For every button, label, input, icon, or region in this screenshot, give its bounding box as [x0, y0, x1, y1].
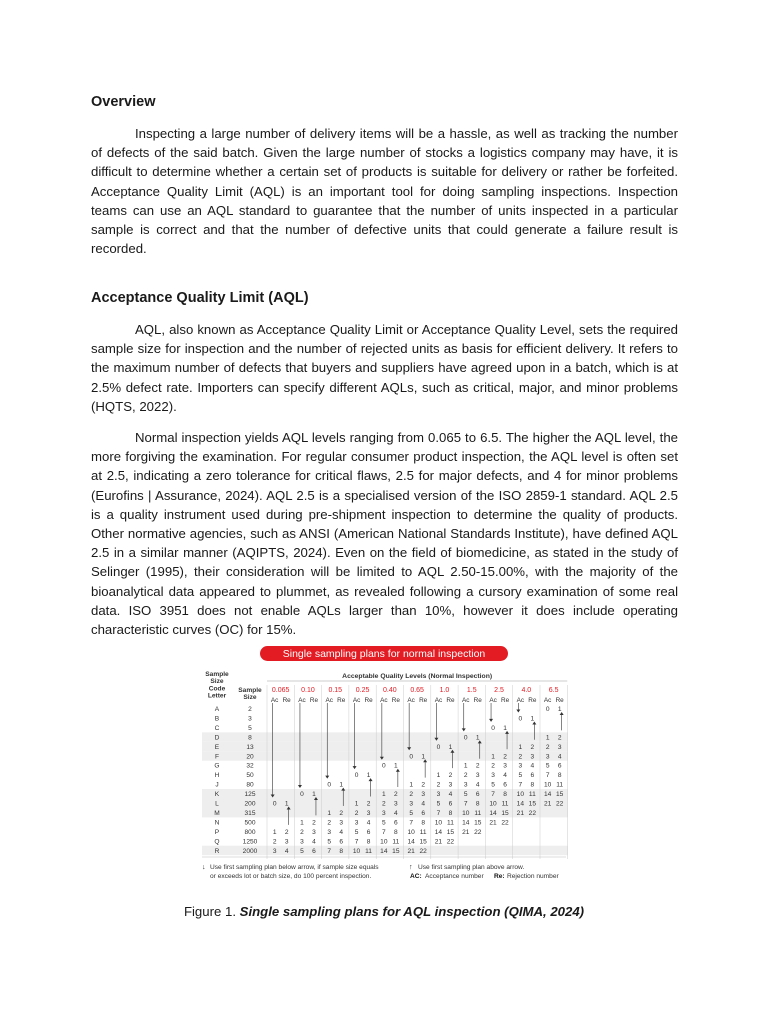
re-value: 1 — [557, 706, 562, 713]
ac-label: Ac — [407, 697, 415, 704]
row-size: 315 — [244, 809, 256, 817]
re-value: 3 — [284, 838, 289, 846]
ac-value: 21 — [407, 847, 415, 855]
ac-value: 3 — [327, 828, 332, 836]
row-letter: H — [214, 772, 220, 780]
re-value: 1 — [366, 772, 371, 780]
ac-value: 0 — [436, 743, 441, 751]
re-value: 2 — [339, 809, 344, 817]
aql-level-label: 4.0 — [521, 687, 532, 694]
re-value: 3 — [530, 753, 535, 761]
re-value: 8 — [339, 847, 344, 855]
aql-heading: Acceptance Quality Limit (AQL) — [91, 290, 309, 306]
re-value: 6 — [475, 791, 480, 799]
re-value: 2 — [530, 743, 535, 751]
row-size: 3 — [248, 715, 252, 723]
row-letter: D — [214, 734, 220, 742]
re-value: 15 — [446, 828, 455, 836]
re-label: Re — [364, 697, 373, 704]
ac-value: 0 — [409, 753, 413, 761]
ac-value: 5 — [409, 809, 413, 817]
ac-value: 1 — [409, 781, 413, 789]
row-letter: B — [214, 715, 220, 723]
re-value: 6 — [421, 809, 425, 817]
ac-value: 3 — [382, 809, 386, 817]
re-label: Re — [500, 697, 510, 704]
row-size: 50 — [246, 772, 254, 780]
re-value: 3 — [448, 781, 453, 789]
re-value: 4 — [312, 838, 316, 846]
ac-value: 1 — [327, 809, 332, 817]
row-size: 13 — [246, 743, 254, 751]
ac-value: 5 — [300, 847, 304, 855]
header-letter-line: Sample — [205, 671, 229, 678]
ac-value: 21 — [516, 809, 525, 817]
ac-value: 7 — [518, 781, 523, 789]
ac-value: 10 — [434, 819, 443, 827]
re-value: 4 — [475, 781, 480, 789]
re-label: Re — [473, 697, 482, 704]
ac-value: 3 — [354, 819, 359, 827]
note-down-line1: Use first sampling plan below arrow, if sample size equals — [210, 864, 379, 871]
row-letter: G — [214, 762, 220, 770]
overview-paragraph: Inspecting a large number of delivery items will be a hassle, as well as tracking the number of defects of the said batch. Given the large number of stocks a logistics company may have, it is difficult to determine whether a certain set of products is suitable for delivery or rather be forfeited. Acceptance Quality Limit (AQL) is an important tool for doing sampling inspections. Inspection teams can use an AQL standard to guarantee that the number of units inspected in a particular sample is correct and that the number of defective units that could generate a failure result is recorded. — [91, 126, 678, 257]
re-value: 2 — [394, 791, 398, 799]
re-value: 2 — [557, 734, 562, 742]
ac-value: 2 — [518, 753, 523, 761]
down-arrow-head — [325, 776, 329, 779]
re-label: Re — [309, 697, 319, 704]
re-value: 1 — [339, 781, 344, 789]
re-value: 3 — [475, 772, 480, 780]
ac-value: 0 — [518, 715, 523, 723]
re-value: 11 — [556, 781, 564, 789]
row-size: 8 — [248, 734, 252, 742]
aql-level-label: 0.065 — [271, 687, 290, 694]
ac-value: 14 — [462, 819, 470, 827]
ac-value: 3 — [545, 753, 550, 761]
ac-value: 0 — [545, 706, 550, 713]
ac-value: 3 — [491, 772, 495, 780]
header-letter-line: Code — [208, 685, 226, 693]
legend-re: Rejection number — [507, 873, 559, 880]
re-value: 1 — [448, 743, 453, 751]
ac-value: 5 — [491, 781, 495, 789]
row-size: 200 — [244, 800, 256, 808]
ac-value: 2 — [545, 743, 550, 751]
ac-value: 3 — [463, 781, 468, 789]
up-arrow-glyph: ↑ — [409, 862, 413, 871]
row-letter: R — [214, 847, 220, 855]
re-value: 1 — [394, 762, 398, 770]
re-value: 4 — [394, 809, 398, 817]
re-value: 1 — [503, 724, 507, 732]
ac-value: 14 — [543, 791, 552, 799]
row-size: 2000 — [242, 847, 258, 855]
ac-value: 0 — [382, 762, 386, 770]
re-value: 2 — [421, 781, 425, 789]
ac-label: Ac — [489, 697, 497, 704]
down-arrow-head — [298, 785, 302, 788]
ac-value: 2 — [436, 781, 441, 789]
ac-value: 10 — [489, 800, 497, 808]
re-value: 8 — [530, 781, 535, 789]
ac-value: 0 — [327, 781, 332, 789]
ac-value: 2 — [409, 791, 413, 799]
ac-value: 5 — [354, 828, 359, 836]
ac-value: 1 — [272, 828, 277, 836]
ac-value: 3 — [272, 847, 277, 855]
re-value: 3 — [557, 743, 562, 751]
re-value: 15 — [501, 809, 509, 817]
ac-value: 10 — [380, 838, 388, 846]
ac-value: 5 — [327, 838, 332, 846]
ac-value: 5 — [518, 772, 523, 780]
re-value: 11 — [474, 809, 482, 817]
ac-label: Ac — [434, 697, 443, 704]
ac-value: 2 — [327, 819, 332, 827]
re-value: 8 — [421, 819, 425, 827]
ac-value: 3 — [518, 762, 523, 770]
re-value: 1 — [421, 753, 425, 761]
re-value: 3 — [312, 828, 316, 836]
row-size: 80 — [246, 781, 254, 789]
ac-label: Ac — [462, 697, 470, 704]
re-value: 4 — [339, 828, 344, 836]
re-value: 3 — [394, 800, 398, 808]
re-value: 2 — [448, 772, 453, 780]
header-letter-line: Letter — [207, 692, 227, 700]
header-aql-title: Acceptable Quality Levels (Normal Inspection) — [342, 673, 493, 680]
down-arrow-glyph: ↓ — [202, 862, 206, 871]
ac-value: 14 — [380, 847, 388, 855]
ac-value: 7 — [382, 828, 386, 836]
ac-value: 14 — [434, 828, 443, 836]
ac-value: 10 — [462, 809, 470, 817]
header-letter-line: Size — [210, 678, 224, 686]
re-value: 4 — [530, 762, 535, 770]
ac-value: 0 — [491, 724, 495, 732]
row-letter: Q — [214, 838, 220, 846]
re-value: 11 — [419, 828, 427, 836]
re-value: 1 — [475, 734, 480, 742]
ac-value: 2 — [463, 772, 468, 780]
aql-level-label: 0.25 — [355, 687, 370, 694]
ac-value: 14 — [489, 809, 497, 817]
ac-value: 10 — [407, 828, 415, 836]
re-label: Re — [337, 697, 346, 704]
banner-title: Single sampling plans for normal inspection — [282, 648, 486, 660]
row-letter: P — [214, 828, 220, 836]
re-value: 1 — [284, 800, 289, 808]
row-letter: E — [214, 743, 220, 751]
aql-paragraph-1: AQL, also known as Acceptance Quality Limit or Acceptance Quality Level, sets the required sample size for inspection and the number of rejected units as basis for efficient delivery. It refers to the maximum number of defects that buyers and suppliers have agreed upon in a batch, which is at 2.5% defect rate. Importers can specify different AQLs, such as critical, major, and minor problems (HQTS, 2022). — [91, 322, 678, 414]
aql-level-label: 2.5 — [494, 687, 504, 694]
re-value: 22 — [501, 819, 509, 827]
aql-level-label: 0.10 — [301, 687, 315, 694]
header-size-line: Size — [243, 694, 257, 702]
ac-value: 0 — [463, 734, 468, 742]
aql-level-label: 1.5 — [466, 687, 477, 694]
legend-re-key: Re: — [494, 873, 505, 880]
ac-value: 3 — [436, 791, 441, 799]
ac-value: 7 — [463, 800, 468, 808]
ac-value: 5 — [545, 762, 550, 770]
re-value: 6 — [448, 800, 453, 808]
re-value: 15 — [474, 819, 482, 827]
aql-level-label: 1.0 — [439, 687, 450, 694]
re-value: 8 — [448, 809, 453, 817]
re-value: 6 — [503, 781, 507, 789]
ac-label: Ac — [270, 697, 279, 704]
legend-ac-key: AC: — [410, 873, 422, 880]
ac-value: 7 — [409, 819, 413, 827]
re-value: 11 — [392, 838, 400, 846]
re-value: 4 — [421, 800, 425, 808]
re-value: 2 — [503, 753, 507, 761]
ac-value: 5 — [436, 800, 441, 808]
ac-value: 5 — [463, 791, 468, 799]
re-value: 2 — [366, 800, 371, 808]
re-value: 6 — [557, 762, 562, 770]
ac-value: 3 — [300, 838, 304, 846]
re-label: Re — [282, 697, 291, 704]
re-value: 4 — [448, 791, 453, 799]
ac-value: 0 — [272, 800, 277, 808]
re-label: Re — [446, 697, 455, 704]
row-letter: C — [214, 724, 220, 732]
row-band — [202, 732, 568, 741]
down-arrow-head — [516, 709, 520, 712]
ac-value: 21 — [462, 828, 470, 836]
re-value: 8 — [557, 772, 562, 780]
re-value: 22 — [419, 847, 427, 855]
re-value: 22 — [555, 800, 564, 808]
ac-value: 2 — [354, 809, 359, 817]
re-value: 3 — [366, 809, 371, 817]
aql-sampling-table-figure — [200, 645, 570, 885]
row-letter: M — [214, 809, 220, 817]
ac-value: 10 — [516, 791, 525, 799]
row-letter: K — [214, 791, 220, 799]
ac-label: Ac — [352, 697, 361, 704]
re-value: 6 — [394, 819, 398, 827]
ac-value: 14 — [516, 800, 525, 808]
re-value: 11 — [501, 800, 509, 808]
re-value: 11 — [447, 819, 454, 827]
down-arrow-head — [462, 728, 466, 731]
re-value: 3 — [339, 819, 344, 827]
re-value: 8 — [475, 800, 480, 808]
re-value: 8 — [503, 791, 507, 799]
ac-value: 21 — [489, 819, 497, 827]
re-value: 3 — [503, 762, 507, 770]
re-value: 2 — [312, 819, 316, 827]
row-size: 2 — [248, 706, 252, 713]
ac-value: 10 — [352, 847, 361, 855]
re-value: 6 — [312, 847, 316, 855]
re-value: 8 — [366, 838, 371, 846]
ac-value: 7 — [491, 791, 495, 799]
re-value: 4 — [503, 772, 507, 780]
ac-label: Ac — [516, 697, 525, 704]
ac-value: 1 — [463, 762, 468, 770]
re-value: 3 — [421, 791, 425, 799]
ac-value: 2 — [382, 800, 386, 808]
ac-value: 0 — [300, 791, 304, 799]
row-band — [202, 751, 568, 760]
ac-value: 1 — [436, 772, 441, 780]
ac-label: Ac — [543, 697, 552, 704]
row-size: 5 — [248, 724, 252, 732]
re-value: 6 — [530, 772, 535, 780]
ac-value: 10 — [543, 781, 552, 789]
re-value: 2 — [475, 762, 480, 770]
ac-value: 1 — [491, 753, 495, 761]
re-label: Re — [528, 697, 537, 704]
ac-value: 7 — [436, 809, 441, 817]
ac-value: 1 — [518, 743, 523, 751]
row-size: 500 — [244, 819, 256, 827]
overview-heading: Overview — [91, 94, 156, 110]
row-letter: J — [215, 781, 219, 789]
aql-level-label: 0.40 — [383, 687, 397, 694]
re-value: 22 — [474, 828, 482, 836]
re-label: Re — [391, 697, 400, 704]
re-value: 15 — [528, 800, 537, 808]
aql-level-label: 0.15 — [328, 687, 343, 694]
ac-value: 21 — [543, 800, 552, 808]
re-value: 8 — [394, 828, 398, 836]
aql-level-label: 0.65 — [410, 687, 424, 694]
re-value: 11 — [528, 791, 536, 799]
re-value: 2 — [284, 828, 289, 836]
row-letter: F — [214, 753, 220, 761]
ac-value: 7 — [545, 772, 550, 780]
aql-paragraph-2: Normal inspection yields AQL levels ranging from 0.065 to 6.5. The higher the AQL level, the more forgiving the examination. For regular consumer product inspection, the AQL level is often set at 2.5, indicating a zero tolerance for critical flaws, 2.5 for major defects, and 4 for minor problems (Eurofins | Assurance, 2024). AQL 2.5 is a specialised version of the ISO 2859-1 standard. AQL 2.5 is a quality instrument used during pre-shipment inspection to determine the quality of products. Other normative agencies, such as ANSI (American National Standards Institute), have defined AQL 2.5 in a similar manner (AQIPTS, 2024). Even on the field of biomedicine, as stated in the study of Selinger (1995), their consideration will be limited to AQL 2.50-15.00%, with the majority of the bioanalytical data appeared to plummet, as revealed following a cursory examination of some real data. ISO 3951 does not enable AQLs larger than 10%, however it does include operating characteristic curves (OC) for 15%. — [91, 430, 678, 638]
caption-prefix: Figure 1 — [183, 904, 233, 919]
ac-value: 5 — [382, 819, 386, 827]
ac-value: 2 — [300, 828, 304, 836]
re-value: 4 — [284, 847, 289, 855]
re-value: 6 — [366, 828, 371, 836]
re-value: 1 — [312, 791, 316, 799]
row-band — [202, 742, 568, 751]
figure-caption — [0, 904, 768, 919]
re-value: 22 — [446, 838, 455, 846]
caption-separator: . — [232, 904, 240, 919]
ac-value: 7 — [354, 838, 359, 846]
re-value: 22 — [528, 809, 537, 817]
caption-title: Single sampling plans for AQL inspection (QIMA, 2024) — [239, 904, 585, 919]
ac-label: Ac — [380, 697, 388, 704]
ac-value: 1 — [545, 734, 550, 742]
ac-label: Ac — [298, 697, 306, 704]
row-letter: N — [214, 819, 220, 827]
re-value: 6 — [339, 838, 344, 846]
re-value: 11 — [365, 847, 372, 855]
re-value: 15 — [555, 791, 564, 799]
re-value: 4 — [557, 753, 562, 761]
ac-value: 1 — [300, 819, 304, 827]
ac-value: 3 — [409, 800, 413, 808]
re-value: 15 — [392, 847, 400, 855]
ac-value: 1 — [382, 791, 386, 799]
re-value: 15 — [419, 838, 427, 846]
re-value: 4 — [366, 819, 371, 827]
ac-value: 21 — [434, 838, 443, 846]
re-value: 1 — [530, 715, 535, 723]
row-size: 32 — [246, 762, 254, 770]
ac-value: 1 — [354, 800, 359, 808]
ac-value: 14 — [407, 838, 415, 846]
down-arrow-head — [489, 719, 493, 722]
re-label: Re — [419, 697, 428, 704]
down-arrow-head — [353, 766, 357, 769]
header-size-line: Sample — [238, 687, 262, 694]
ac-value: 0 — [354, 772, 359, 780]
aql-level-label: 6.5 — [548, 687, 559, 694]
row-letter: A — [214, 706, 220, 713]
legend-ac: Acceptance number — [425, 873, 484, 880]
ac-label: Ac — [325, 697, 333, 704]
note-up: Use first sampling plan above arrow. — [418, 864, 525, 871]
ac-value: 2 — [491, 762, 495, 770]
row-size: 20 — [246, 753, 254, 761]
note-down-line2: or exceeds lot or batch size, do 100 percent inspection. — [210, 873, 372, 880]
ac-value: 2 — [272, 838, 277, 846]
row-size: 800 — [244, 828, 256, 836]
row-size: 1250 — [242, 838, 258, 846]
ac-value: 7 — [327, 847, 332, 855]
re-label: Re — [555, 697, 564, 704]
row-letter: L — [215, 800, 219, 808]
row-size: 125 — [244, 791, 256, 799]
